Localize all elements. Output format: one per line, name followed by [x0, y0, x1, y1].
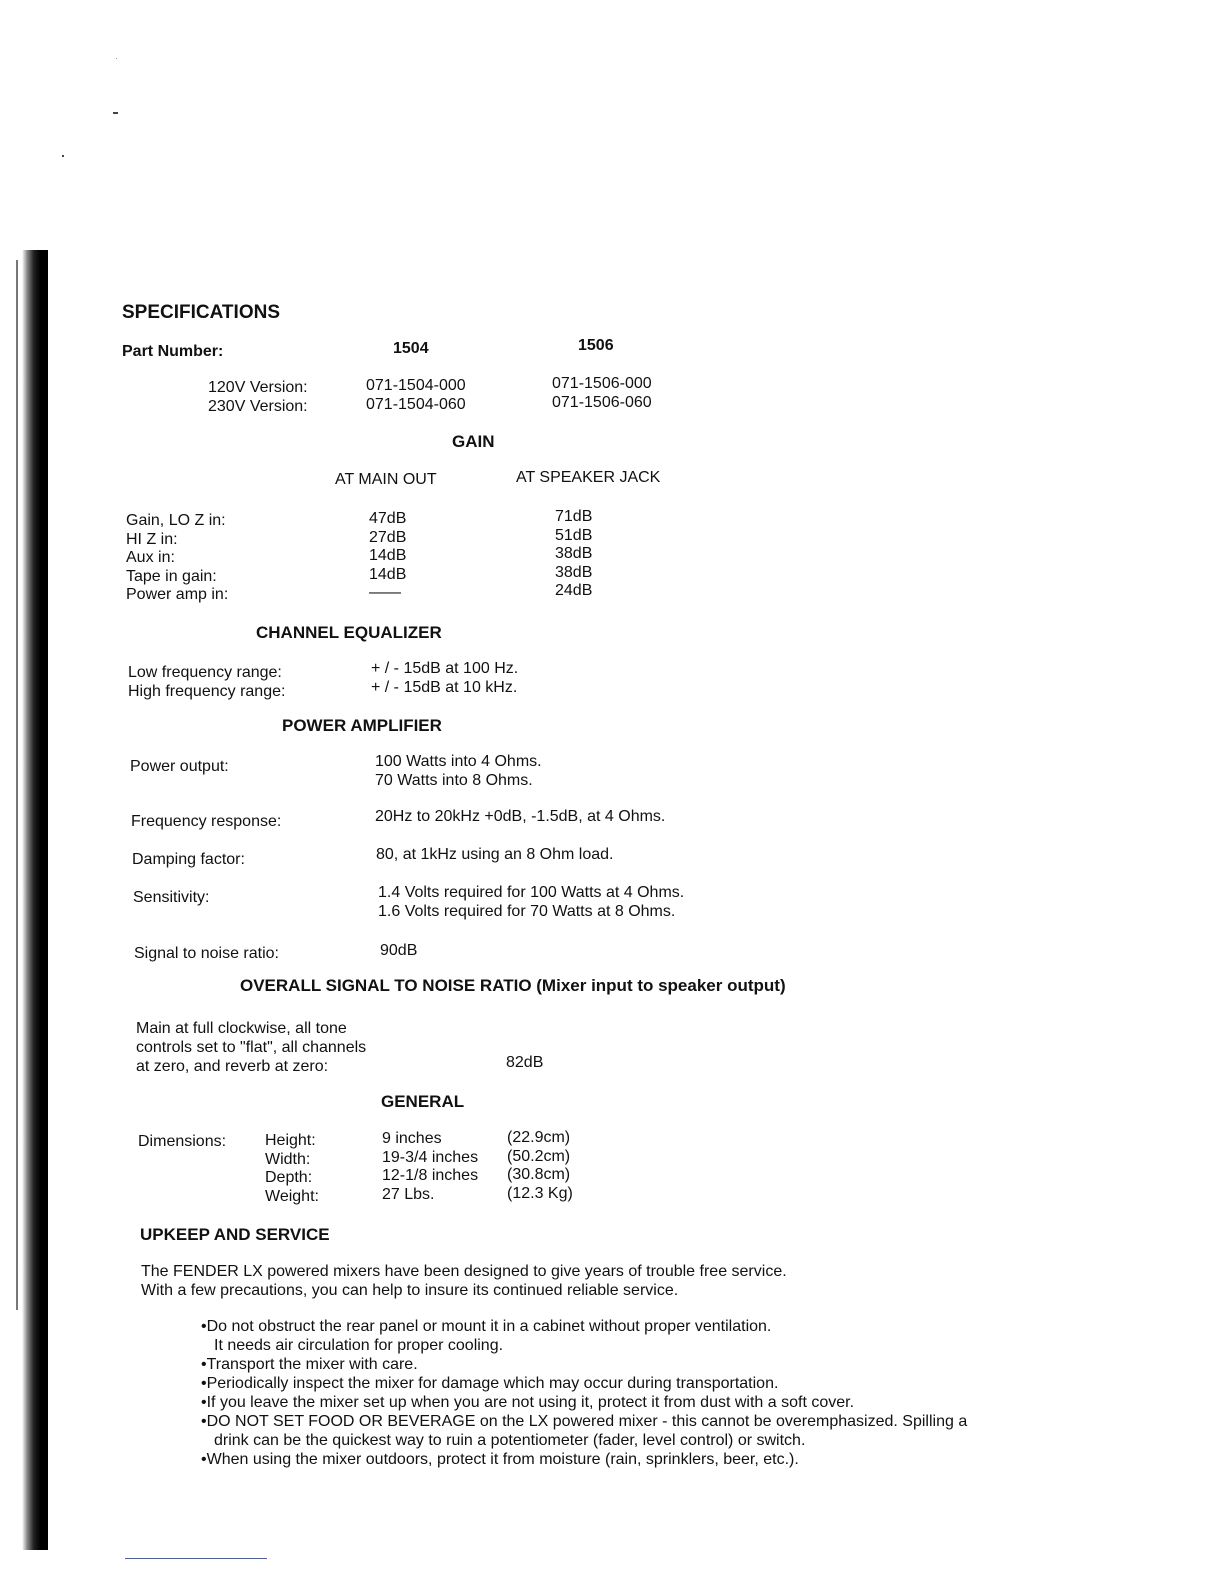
- sensitivity-value: 1.4 Volts required for 100 Watts at 4 Ohms.: [378, 884, 685, 901]
- gain-col-speaker-jack: AT SPEAKER JACK: [516, 469, 661, 486]
- list-item: •If you leave the mixer set up when you are not using it, protect it from dust with a soft cover.: [201, 1394, 855, 1411]
- part-number-value: 071-1504-060: [366, 396, 466, 413]
- gain-row-label: Tape in gain:: [126, 567, 217, 585]
- channel-eq-values: [371, 659, 518, 697]
- part-number-1504-values: [366, 376, 466, 414]
- gain-row-label: Aux in:: [126, 549, 175, 566]
- dimension-imperial-value: 19-3/4 inches: [382, 1148, 479, 1166]
- scan-speck: [116, 58, 117, 59]
- part-number-labels: [208, 378, 308, 416]
- part-number-label: Part Number:: [122, 343, 224, 360]
- gain-value: 14dB: [369, 565, 407, 583]
- list-item: drink can be the quickest way to ruin a potentiometer (fader, level control) or switch.: [214, 1432, 806, 1449]
- gain-value: 51dB: [555, 526, 593, 544]
- general-heading: GENERAL: [381, 1092, 465, 1111]
- dimension-imperial: [382, 1130, 478, 1204]
- channel-eq-labels: [128, 663, 285, 701]
- signal-noise-value: 90dB: [380, 942, 418, 959]
- list-item: •DO NOT SET FOOD OR BEVERAGE on the LX powered mixer - this cannot be overemphasized. Spilling a: [201, 1413, 968, 1430]
- part-number-value: 071-1506-000: [552, 375, 652, 392]
- power-output-value: 70 Watts into 8 Ohms.: [375, 772, 533, 789]
- part-number-1506-values: [552, 374, 652, 412]
- gain-speaker-jack-values: [555, 508, 592, 601]
- power-output-label: Power output:: [130, 758, 229, 775]
- power-output-value: 100 Watts into 4 Ohms.: [375, 753, 542, 770]
- overall-snr-conditions: [136, 1019, 366, 1076]
- damping-factor-label: Damping factor:: [132, 851, 245, 868]
- overall-snr-line: Main at full clockwise, all tone: [136, 1020, 347, 1037]
- eq-row-value: + / - 15dB at 100 Hz.: [371, 660, 519, 677]
- gain-value: ——: [369, 584, 401, 601]
- dimension-metric-value: (12.3 Kg): [507, 1184, 573, 1202]
- power-amp-heading: POWER AMPLIFIER: [282, 716, 442, 735]
- list-item: It needs air circulation for proper cooling.: [214, 1337, 504, 1354]
- dimension-metric: [507, 1129, 573, 1203]
- sensitivity-label: Sensitivity:: [133, 889, 210, 906]
- eq-row-label: High frequency range:: [128, 683, 286, 700]
- sensitivity-values: [378, 883, 684, 921]
- dimension-name: Depth:: [265, 1169, 313, 1186]
- overall-snr-line: controls set to "flat", all channels: [136, 1039, 367, 1056]
- dimension-name: Weight:: [265, 1187, 319, 1205]
- version-label: 120V Version:: [208, 379, 308, 396]
- gain-value: 47dB: [369, 510, 407, 527]
- overall-snr-value: 82dB: [506, 1054, 544, 1071]
- overall-snr-line: at zero, and reverb at zero:: [136, 1058, 329, 1075]
- part-number-value: 071-1506-060: [552, 394, 652, 411]
- dimension-imperial-value: 12-1/8 inches: [382, 1167, 479, 1184]
- dimensions-label: Dimensions:: [138, 1133, 227, 1150]
- gain-value: 14dB: [369, 547, 407, 564]
- scan-speck: [62, 155, 64, 157]
- dimension-imperial-value: 27 Lbs.: [382, 1185, 435, 1203]
- gain-value: 27dB: [369, 528, 407, 546]
- gain-value: 38dB: [555, 545, 593, 562]
- part-number-col-1506: 1506: [578, 337, 614, 354]
- upkeep-bullet-list: [201, 1317, 967, 1469]
- gain-labels: [126, 512, 228, 605]
- gain-value: 71dB: [555, 508, 593, 525]
- dimension-names: [265, 1132, 319, 1206]
- page-title: SPECIFICATIONS: [122, 302, 280, 323]
- gain-col-main-out: AT MAIN OUT: [335, 471, 437, 488]
- upkeep-intro-line: With a few precautions, you can help to insure its continued reliable service.: [141, 1282, 679, 1299]
- part-number-col-1504: 1504: [393, 340, 429, 357]
- dimension-name: Width:: [265, 1150, 311, 1168]
- upkeep-heading: UPKEEP AND SERVICE: [140, 1225, 330, 1244]
- gain-row-label: Gain, LO Z in:: [126, 512, 226, 529]
- power-output-values: [375, 752, 542, 790]
- gain-value: 24dB: [555, 582, 593, 599]
- gain-value: 38dB: [555, 563, 593, 581]
- gain-heading: GAIN: [452, 432, 495, 451]
- dimension-metric-value: (22.9cm): [507, 1129, 571, 1146]
- frequency-response-value: 20Hz to 20kHz +0dB, -1.5dB, at 4 Ohms.: [375, 808, 666, 825]
- gain-main-out-values: [369, 510, 406, 603]
- upkeep-intro: [141, 1262, 787, 1300]
- list-item: •When using the mixer outdoors, protect it from moisture (rain, sprinklers, beer, etc.).: [201, 1451, 799, 1468]
- gain-row-label: Power amp in:: [126, 586, 229, 603]
- dimension-imperial-value: 9 inches: [382, 1130, 442, 1147]
- scan-margin-line: [16, 260, 18, 1310]
- list-item: •Do not obstruct the rear panel or mount it in a cabinet without proper ventilation.: [201, 1318, 772, 1335]
- footer-rule: [125, 1558, 267, 1559]
- channel-eq-heading: CHANNEL EQUALIZER: [256, 623, 442, 642]
- list-item: •Periodically inspect the mixer for damage which may occur during transportation.: [201, 1375, 779, 1392]
- frequency-response-label: Frequency response:: [131, 813, 282, 830]
- gain-row-label: HI Z in:: [126, 530, 178, 548]
- version-label: 230V Version:: [208, 398, 308, 415]
- scan-speck: [113, 112, 118, 114]
- list-item: •Transport the mixer with care.: [201, 1356, 418, 1373]
- signal-noise-label: Signal to noise ratio:: [134, 945, 279, 962]
- damping-factor-value: 80, at 1kHz using an 8 Ohm load.: [376, 846, 614, 863]
- dimension-name: Height:: [265, 1132, 316, 1149]
- eq-row-label: Low frequency range:: [128, 664, 282, 681]
- eq-row-value: + / - 15dB at 10 kHz.: [371, 679, 518, 696]
- scan-binding-edge: [22, 250, 48, 1550]
- sensitivity-value: 1.6 Volts required for 70 Watts at 8 Ohms.: [378, 903, 676, 920]
- overall-snr-heading: OVERALL SIGNAL TO NOISE RATIO (Mixer input to speaker output): [240, 976, 786, 995]
- dimension-metric-value: (50.2cm): [507, 1147, 571, 1165]
- dimension-metric-value: (30.8cm): [507, 1166, 571, 1183]
- part-number-value: 071-1504-000: [366, 377, 466, 394]
- upkeep-intro-line: The FENDER LX powered mixers have been designed to give years of trouble free service.: [141, 1263, 787, 1280]
